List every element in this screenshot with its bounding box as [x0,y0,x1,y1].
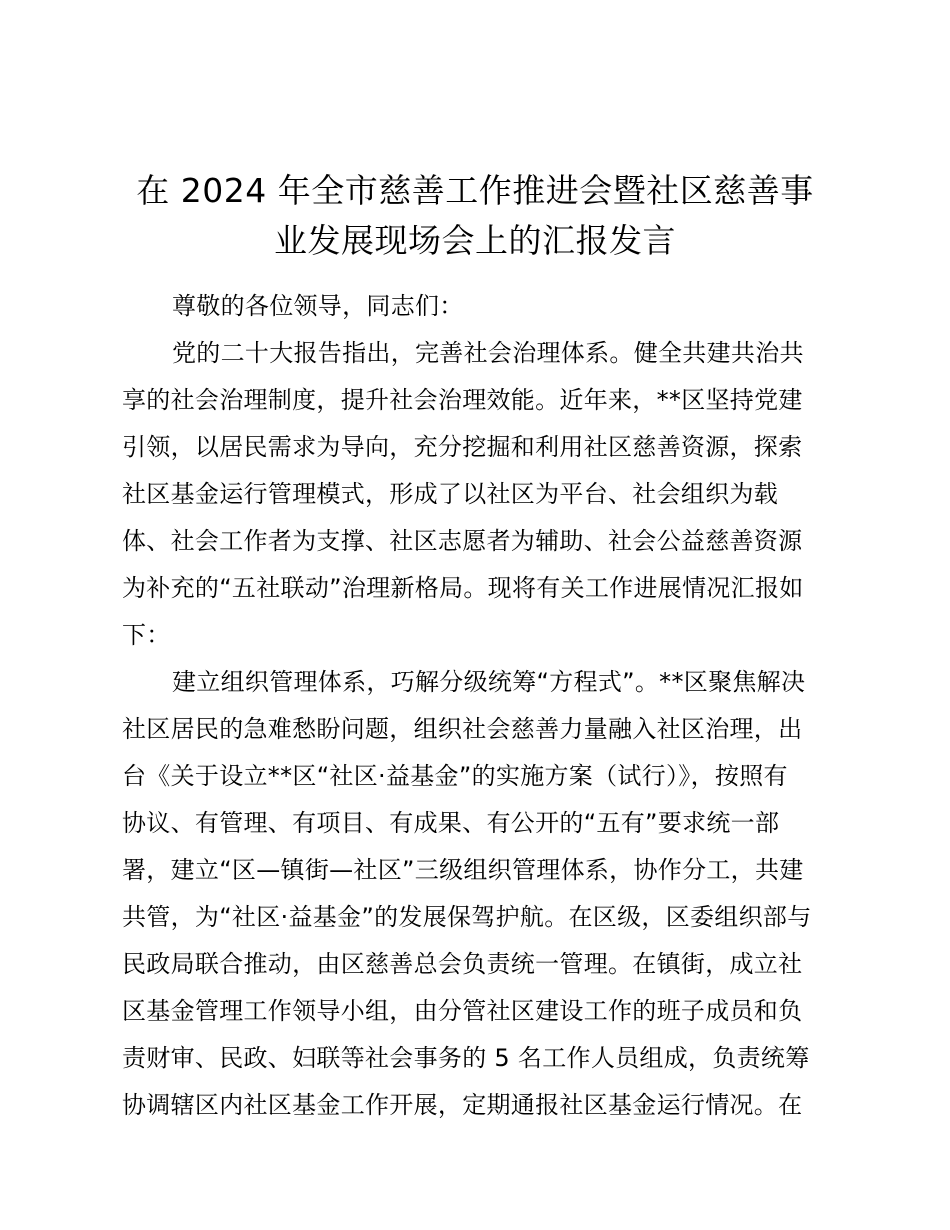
document-body [122,283,832,1129]
document-title [115,166,835,266]
title-line-2: 业发展现场会上的汇报发言 [274,221,676,260]
paragraph-line: 共管，为“社区·益基金”的发展保驾护航。在区级，区委组织部与 [122,903,812,931]
paragraph-line: 区基金管理工作领导小组，由分管社区建设工作的班子成员和负 [122,997,803,1025]
paragraph-line: 协议、有管理、有项目、有成果、有公开的“五有”要求统一部 [122,809,780,837]
paragraph-line: 责财审、民政、妇联等社会事务的 5 名工作人员组成，负责统筹 [122,1044,810,1072]
paragraph-line: 民政局联合推动，由区慈善总会负责统一管理。在镇街，成立社 [122,950,803,978]
paragraph-line: 台《关于设立**区“社区·益基金”的实施方案（试行）》，按照有 [122,762,788,790]
paragraph-line: 党的二十大报告指出，完善社会治理体系。健全共建共治共 [172,339,804,367]
paragraph-line: 享的社会治理制度，提升社会治理效能。近年来，**区坚持党建 [122,386,803,414]
salutation: 尊敬的各位领导，同志们： [172,292,464,320]
paragraph-line: 为补充的“五社联动”治理新格局。现将有关工作进展情况汇报如 [122,574,804,602]
paragraph-line: 下： [122,621,171,649]
paragraph-line: 署，建立“区—镇街—社区”三级组织管理体系，协作分工，共建 [122,856,804,884]
paragraph-line: 协调辖区内社区基金工作开展，定期通报社区基金运行情况。在 [122,1091,803,1119]
paragraph-line: 引领，以居民需求为导向，充分挖掘和利用社区慈善资源，探索 [122,433,803,461]
paragraph-line: 社区居民的急难愁盼问题，组织社会慈善力量融入社区治理，出 [122,715,803,743]
paragraph-line: 体、社会工作者为支撑、社区志愿者为辅助、社会公益慈善资源 [122,527,803,555]
title-line-1: 在 2024 年全市慈善工作推进会暨社区慈善事 [136,171,814,210]
paragraph-line: 社区基金运行管理模式，形成了以社区为平台、社会组织为载 [122,480,779,508]
paragraph-line: 建立组织管理体系，巧解分级统筹“方程式”。**区聚焦解决 [172,668,806,696]
